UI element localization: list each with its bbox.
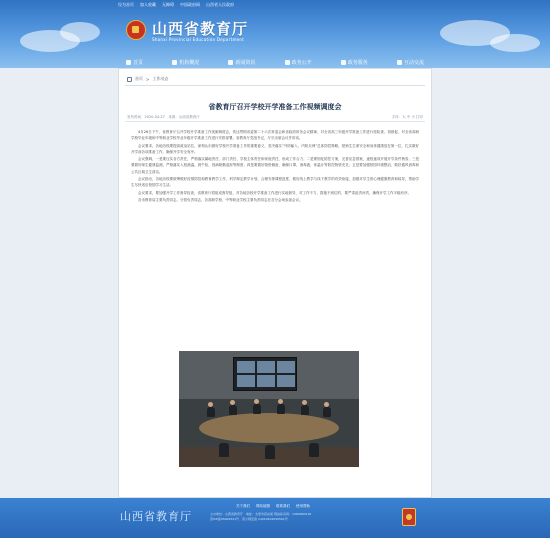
nav-item-about[interactable] <box>172 59 199 66</box>
article-source: 来源：山西省教育厅 <box>168 115 200 119</box>
site-subtitle: Shanxi Provincial Education Department <box>152 37 245 42</box>
photo-attendee <box>219 443 229 457</box>
main-nav <box>118 57 432 68</box>
home-icon <box>127 77 132 82</box>
util-link-gov[interactable]: 中国政府网 <box>180 2 200 7</box>
document-icon <box>285 60 290 65</box>
photo-attendee-head <box>302 400 307 405</box>
photo-attendee <box>301 405 309 415</box>
photo-attendee <box>207 407 215 417</box>
footer-link-about[interactable]: 关于我们 <box>236 504 250 508</box>
home-icon <box>126 60 131 65</box>
footer-links <box>236 504 310 509</box>
party-gov-badge-icon[interactable] <box>402 508 416 526</box>
chat-icon <box>397 60 402 65</box>
nav-label: 机构概况 <box>179 60 200 66</box>
breadcrumb-home[interactable]: 首页 <box>135 76 143 81</box>
photo-attendee-head <box>208 402 213 407</box>
news-icon <box>228 60 233 65</box>
breadcrumb-separator: > <box>146 76 150 82</box>
nav-item-interact[interactable] <box>397 59 424 66</box>
national-emblem-icon <box>126 20 146 40</box>
footer-link-contact[interactable]: 联系我们 <box>276 504 290 508</box>
photo-conference-table <box>199 413 339 443</box>
article-date: 发布时间：2020-04-27 <box>127 115 165 119</box>
footer-link-help[interactable]: 使用帮助 <box>296 504 310 508</box>
article-paragraph: 会议要求，各地各校要提高政治站位，深刻认识做好学校开学准备工作的重要意义，坚决落实“外防输入、内防反弹”总体防控策略，把师生生命安全和身体健康放在第一位，扎实做好开学前各项准备工作，确保开学安全有序。 <box>131 143 419 154</box>
photo-attendee <box>253 404 261 414</box>
header-banner <box>0 0 550 68</box>
site-title[interactable]: 山西省教育厅 <box>152 20 249 38</box>
photo-attendee-head <box>230 400 235 405</box>
breadcrumb-current[interactable]: 工作动态 <box>152 76 169 81</box>
divider <box>125 121 425 122</box>
photo-video-screen <box>233 357 297 391</box>
article-paragraph: 会议强调，一是要压实各方责任，严格落实属地责任、部门责任、学校主体责任和家庭责任，形成工作合力；二是要细化防控方案，完善应急预案，逐校逐项开展开学条件核验；三是要做好师生健康监测，严格落实入校测温、晨午检、因病缺勤追踪等制度；四是要做好物资储备，确保口罩、消毒液、体温计等防控物资充足；五是要加强校园环境整治，做好通风消毒和公共区域卫生清洁。 <box>131 157 419 174</box>
font-size-controls[interactable]: 字体：大 中 小 打印 <box>391 115 423 119</box>
building-icon <box>172 60 177 65</box>
article-panel <box>118 68 432 498</box>
article-paragraph: 会议要求，要加强开学工作督导检查，省教育厅将组成督导组，对各地各校开学准备工作进行实地督导，对工作不力、措施不到位的，要严肃追责问责，确保开学工作平稳有序。 <box>138 190 411 195</box>
article-paragraph: 各市教育局主要负责同志、分管负责同志，各高职学校、中等职业学校主要负责同志在各分会场参加会议。 <box>138 197 303 202</box>
breadcrumb <box>127 76 168 82</box>
photo-attendee <box>323 407 331 417</box>
photo-attendee <box>265 445 275 459</box>
article-paragraph: 会议指出，各地各校要统筹做好疫情防控和教育教学工作，科学制定教学计划，合理安排课程进度，做好线上教学与线下教学的有效衔接，加强对学生的心理健康教育和疏导，帮助学生尽快适应校园学习生活。 <box>131 177 419 188</box>
util-link-province[interactable]: 山西省人民政府 <box>206 2 234 7</box>
nav-item-service[interactable] <box>341 59 368 66</box>
util-link-favorite[interactable]: 加入收藏 <box>140 2 156 7</box>
article-meta <box>127 115 423 120</box>
photo-attendee-head <box>324 402 329 407</box>
footer-link-sitemap[interactable]: 网站地图 <box>256 504 270 508</box>
photo-attendee <box>309 443 319 457</box>
meeting-photo <box>179 351 359 467</box>
nav-label: 政务服务 <box>347 60 368 66</box>
site-footer <box>0 498 550 538</box>
footer-logo: 山西省教育厅 <box>120 510 192 523</box>
photo-screen-tile <box>277 361 295 373</box>
footer-info-line: 主办单位：山西省教育厅 地址：太原市府东街 网站标识码：1400000018 <box>210 512 312 516</box>
service-icon <box>341 60 346 65</box>
photo-attendee-head <box>278 399 283 404</box>
footer-info-line: 晋ICP备05004521号 晋公网安备 14010502050501号 <box>210 517 288 521</box>
photo-attendee <box>229 405 237 415</box>
article-paragraph: 4月26日下午，省教育厅召开学校开学准备工作视频调度会，传达贯彻省委第二十六次常委会和省政府常务会议精神，对全省高三年级开学准备工作进行再检查、再督促，对全省高职学校毕业年级和中等职业学校毕业年级开学准备工作进行安排部署。省教育厅党组书记、厅长出席会议并讲话。 <box>131 130 419 141</box>
nav-item-public[interactable] <box>285 59 312 66</box>
nav-label: 首页 <box>133 60 144 66</box>
article-title: 省教育厅召开学校开学准备工作视频调度会 <box>208 103 342 111</box>
article-date-source <box>127 115 200 120</box>
util-link-home[interactable]: 设为首页 <box>118 2 134 7</box>
nav-item-news[interactable] <box>228 59 255 66</box>
cloud-decoration <box>490 34 540 52</box>
photo-screen-tile <box>237 375 255 387</box>
photo-screen-tile <box>257 361 275 373</box>
photo-screen-tile <box>237 361 255 373</box>
photo-attendee <box>277 404 285 414</box>
photo-screen-tile <box>257 375 275 387</box>
footer-info <box>210 512 311 522</box>
utility-links <box>118 2 234 10</box>
util-link-accessibility[interactable]: 无障碍 <box>162 2 174 7</box>
nav-item-home[interactable] <box>126 59 143 66</box>
nav-label: 互动交流 <box>403 60 424 66</box>
nav-label: 新闻资讯 <box>235 60 256 66</box>
photo-attendee-head <box>254 399 259 404</box>
cloud-decoration <box>60 22 100 42</box>
photo-screen-tile <box>277 375 295 387</box>
divider <box>125 85 425 86</box>
nav-label: 政务公开 <box>291 60 312 66</box>
